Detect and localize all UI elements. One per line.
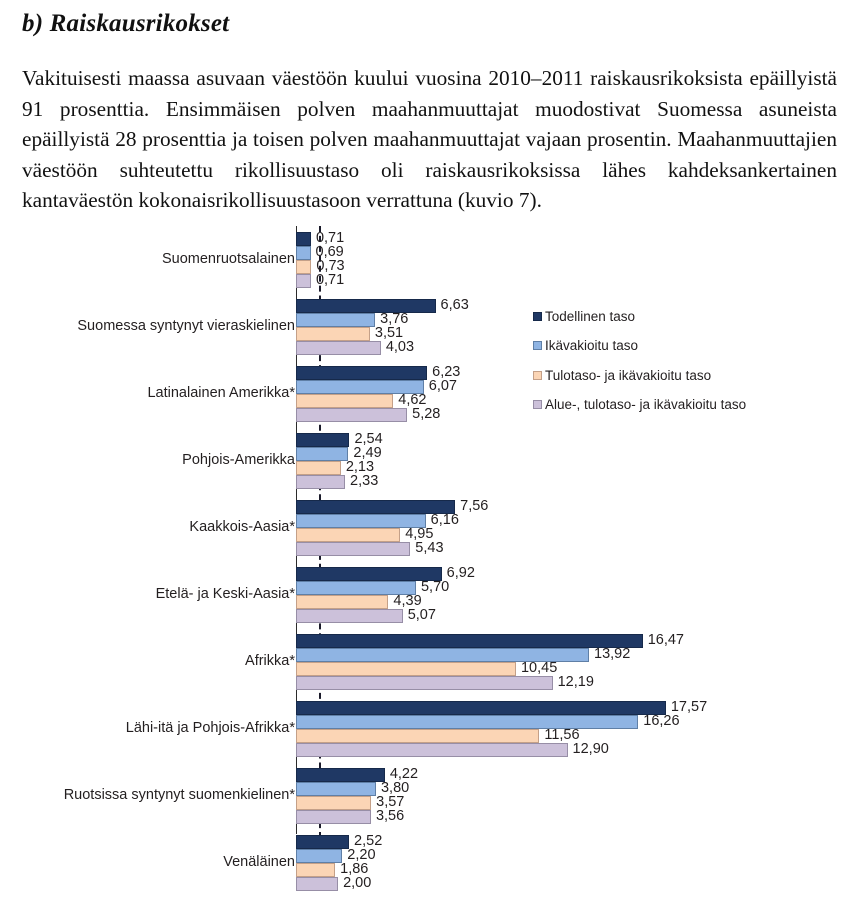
bar-value-label: 2,13 (345, 458, 375, 475)
bar-segment[interactable] (296, 729, 539, 743)
bar-segment[interactable] (296, 810, 371, 824)
bar-value-label: 5,28 (412, 405, 441, 422)
bar-value-label: 0,69 (315, 243, 344, 260)
bar-segment[interactable] (296, 567, 442, 581)
legend-item[interactable] (533, 398, 746, 412)
legend-item[interactable] (533, 369, 746, 383)
category-axis-label: Suomessa syntynyt vieraskielinen (77, 317, 295, 334)
bar-chart (0, 226, 861, 891)
bar-segment[interactable] (296, 609, 403, 623)
bar-segment[interactable] (296, 796, 371, 810)
bar-segment[interactable] (296, 447, 348, 461)
bar-segment[interactable] (296, 327, 370, 341)
body-paragraph: Vakituisesti maassa asuvaan väestöön kuului vuosina 2010–2011 raiskausrikoksista epäillyistä 91 prosenttia. Ensimmäisen polven maahanmuuttajat muodostivat Suomessa asuneista epäillyistä 28 prosenttia ja toisen polven maahanmuuttajat vajaan prosentin. Maahanmuuttajien väestöön suhteutettu rikollisuustaso oli raiskausrikoksissa lähes kahdeksankertainen kantaväestön kokonaisrikollisuustasoon verrattuna (kuvio 7). (22, 66, 837, 212)
bar-segment[interactable] (296, 528, 400, 542)
chart-category-group (0, 229, 861, 288)
bar-value-label: 4,62 (398, 391, 427, 408)
bar-value-label: 6,63 (440, 296, 469, 313)
bar-segment[interactable] (296, 475, 345, 489)
bar-value-label: 0,71 (315, 271, 345, 288)
bar-segment[interactable] (296, 232, 311, 246)
bar-value-label: 13,92 (594, 645, 631, 662)
bar-segment[interactable] (296, 408, 407, 422)
category-axis-label: Pohjois-Amerikka (182, 451, 295, 468)
legend-label: Todellinen taso (545, 308, 636, 324)
chart-category-group (0, 430, 861, 489)
bar-value-label: 3,80 (380, 779, 410, 796)
bar-value-label: 12,90 (572, 740, 609, 757)
page-title: b) Raiskausrikokset (22, 10, 230, 37)
bar-segment[interactable] (296, 394, 393, 408)
bar-segment[interactable] (296, 782, 376, 796)
legend-swatch-icon (533, 371, 542, 380)
bar-segment[interactable] (296, 366, 427, 380)
category-axis-label: Etelä- ja Keski-Aasia* (155, 585, 295, 602)
bar-value-label: 6,16 (430, 511, 459, 528)
legend-swatch-icon (533, 341, 542, 350)
bar-segment[interactable] (296, 715, 638, 729)
bar-segment[interactable] (296, 877, 338, 891)
chart-legend (533, 310, 746, 428)
bar-value-label: 6,92 (446, 564, 475, 581)
bar-segment[interactable] (296, 313, 375, 327)
bar-value-label: 16,47 (647, 631, 684, 648)
category-axis-label: Suomenruotsalainen (161, 250, 295, 267)
chart-category-group (0, 497, 861, 556)
bar-segment[interactable] (296, 768, 385, 782)
bar-segment[interactable] (296, 863, 335, 877)
bar-value-label: 1,86 (340, 860, 369, 877)
bar-value-label: 3,76 (380, 310, 409, 327)
category-axis-label: Afrikka* (245, 652, 295, 669)
chart-category-group (0, 564, 861, 623)
bar-segment[interactable] (296, 634, 643, 648)
bar-value-label: 3,51 (374, 324, 404, 341)
category-axis-label: Kaakkois-Aasia* (189, 518, 295, 535)
bar-value-label: 12,19 (557, 673, 594, 690)
bar-value-label: 2,20 (347, 846, 376, 863)
bar-value-label: 4,95 (405, 525, 434, 542)
bar-value-label: 6,23 (432, 363, 461, 380)
bar-segment[interactable] (296, 849, 342, 863)
bar-value-label: 5,43 (415, 539, 444, 556)
bar-value-label: 3,56 (375, 807, 405, 824)
bar-value-label: 2,54 (354, 430, 383, 447)
bar-value-label: 10,45 (520, 659, 558, 676)
bar-segment[interactable] (296, 595, 388, 609)
bar-segment[interactable] (296, 274, 311, 288)
bar-value-label: 2,00 (343, 874, 372, 891)
bar-segment[interactable] (296, 542, 410, 556)
bar-segment[interactable] (296, 701, 666, 715)
bar-segment[interactable] (296, 433, 349, 447)
legend-swatch-icon (533, 400, 542, 409)
category-axis-label: Latinalainen Amerikka* (147, 384, 295, 401)
bar-value-label: 7,56 (460, 497, 489, 514)
bar-value-label: 5,07 (407, 606, 436, 623)
bar-segment[interactable] (296, 676, 553, 690)
bar-value-label: 2,49 (353, 444, 382, 461)
bar-value-label: 0,73 (316, 257, 345, 274)
bar-value-label: 0,71 (315, 229, 345, 246)
bar-value-label: 2,33 (350, 472, 379, 489)
legend-item[interactable] (533, 339, 746, 353)
bar-value-label: 6,07 (428, 377, 457, 394)
bar-value-label: 3,57 (376, 793, 405, 810)
bar-segment[interactable] (296, 835, 349, 849)
legend-label: Ikävakioitu taso (545, 338, 639, 353)
bar-value-label: 17,57 (670, 698, 708, 715)
bar-value-label: 4,03 (385, 338, 415, 355)
category-axis-label: Ruotsissa syntynyt suomenkielinen* (63, 786, 295, 803)
bar-segment[interactable] (296, 461, 341, 475)
legend-item[interactable] (533, 310, 746, 324)
bar-value-label: 16,26 (643, 712, 680, 729)
chart-category-group (0, 631, 861, 690)
legend-label: Tulotaso- ja ikävakioitu taso (545, 367, 712, 383)
bar-segment[interactable] (296, 299, 436, 313)
bar-segment[interactable] (296, 341, 381, 355)
bar-value-label: 4,39 (393, 592, 422, 609)
chart-category-group (0, 832, 861, 891)
category-axis-label: Lähi-itä ja Pohjois-Afrikka* (125, 719, 295, 736)
bar-value-label: 11,56 (544, 726, 580, 743)
chart-category-group (0, 698, 861, 757)
bar-segment[interactable] (296, 662, 516, 676)
bar-value-label: 2,52 (354, 832, 383, 849)
bar-segment[interactable] (296, 246, 311, 260)
bar-value-label: 5,70 (420, 578, 450, 595)
legend-label: Alue-, tulotaso- ja ikävakioitu taso (545, 397, 747, 412)
chart-category-group (0, 765, 861, 824)
bar-value-label: 4,22 (389, 765, 419, 782)
document-text-block (0, 0, 861, 216)
bar-segment[interactable] (296, 260, 311, 274)
legend-swatch-icon (533, 312, 542, 321)
category-axis-label: Venäläinen (223, 853, 295, 870)
bar-segment[interactable] (296, 743, 568, 757)
